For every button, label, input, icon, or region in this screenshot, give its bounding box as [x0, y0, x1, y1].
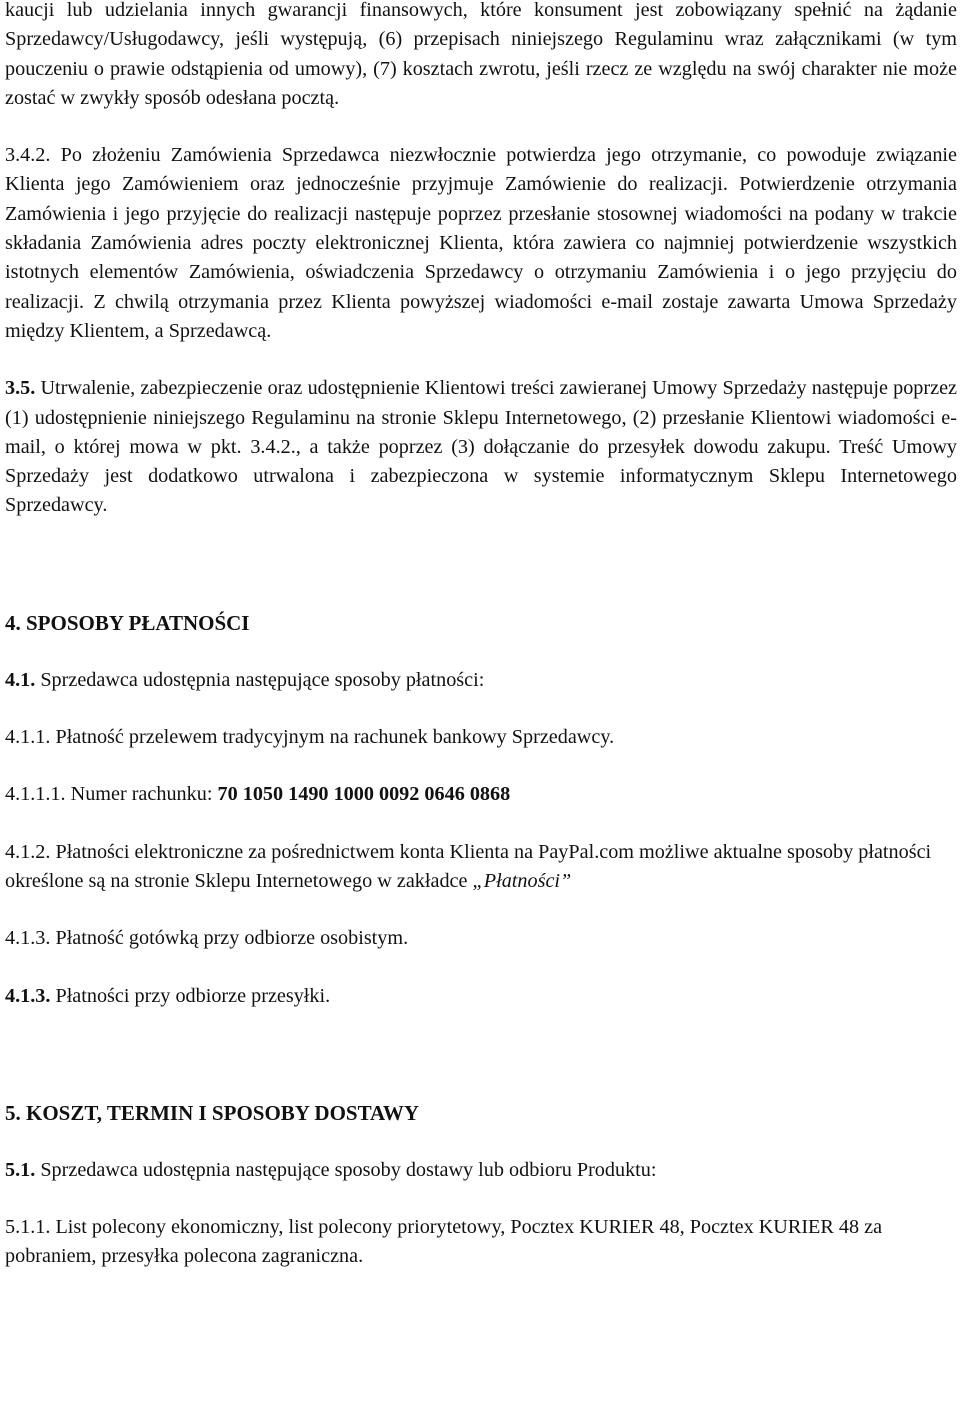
paragraph-4-1 — [5, 666, 957, 695]
paragraph-4-1-3-personal: 4.1.3. Płatność gotówką przy odbiorze osobistym. — [5, 927, 409, 950]
paragraph-number: 3.4.2. — [5, 144, 51, 167]
paragraph-5-1 — [5, 1156, 957, 1185]
paragraph-text: Po złożeniu Zamówienia Sprzedawca niezwłocznie potwierdza jego otrzymanie, co powoduje związanie Klienta jego Zamówieniem oraz jednocześnie przyjmuje Zamówienie do realizacji. Potwierdzenie otrzymania Zamówienia i jego przyjęcie do realizacji następuje poprzez przesłanie stosownej wiadomości na podany w trakcie składania Zamówienia adres poczty elektronicznej Klienta, która zawiera co najmniej potwierdzenie wszystkich istotnych elementów Zamówienia, oświadczenia Sprzedawcy o otrzymaniu Zamówienia i o jego przyjęciu do realizacji. Z chwilą otrzymania przez Klienta powyższej wiadomości e-mail zostaje zawarta Umowa Sprzedaży między Klientem, a Sprzedawcą. — [5, 144, 957, 342]
paragraph-number: 4.1. — [5, 668, 36, 691]
paragraph-text: 4.1.1.1. Numer rachunku: — [5, 783, 218, 806]
paragraph-4-1-2 — [5, 838, 957, 897]
paragraph-number: 4.1.3. — [5, 984, 51, 1007]
paragraph-4-1-1-1 — [5, 780, 957, 809]
paragraph-text: Utrwalenie, zabezpieczenie oraz udostępnienie Klientowi treści zawieranej Umowy Sprzedaży następuje poprzez (1) udostępnienie niniejszego Regulaminu na stronie Sklepu Internetowego, (2) przesłanie Klientowi wiadomości e-mail, o której mowa w pkt. 3.4.2., a także poprzez (3) dołączanie do przesyłek dowodu zakupu. Treść Umowy Sprzedaży jest dodatkowo utrwalona i zabezpieczona w systemie informatycznym Sklepu Internetowego Sprzedawcy. — [5, 377, 957, 517]
paragraph-3-4-1-continued: kaucji lub udzielania innych gwarancji finansowych, które konsument jest zobowiązany spełnić na żądanie Sprzedawcy/Usługodawcy, jeśli występują, (6) przepisach niniejszego Regulaminu wraz załącznikami (w tym pouczeniu o prawie odstąpienia od umowy), (7) kosztach zwrotu, jeśli rzecz ze względu na swój charakter nie może zostać w zwykły sposób odesłana pocztą. — [5, 0, 957, 109]
paragraph-text: 4.1.2. Płatności elektroniczne za pośrednictwem konta Klienta na PayPal.com możliwe aktualne sposoby płatności określone są na stronie Sklepu Internetowego w zakładce — [5, 840, 932, 892]
paragraph-3-4-2 — [5, 141, 957, 346]
bank-account-number: 70 1050 1490 1000 0092 0646 0868 — [217, 783, 511, 806]
paragraph-text: Sprzedawca udostępnia następujące sposoby płatności: — [35, 668, 485, 691]
paragraph-number: 5.1. — [5, 1158, 36, 1181]
paragraph-3-5 — [5, 374, 957, 520]
document-page — [5, 0, 957, 1272]
section-heading-5: 5. KOSZT, TERMIN I SPOSOBY DOSTAWY — [5, 1100, 420, 1125]
payments-tab-reference: „Płatności” — [472, 869, 572, 892]
paragraph-text: Płatności przy odbiorze przesyłki. — [50, 984, 331, 1007]
paragraph-number: 3.5. — [5, 377, 36, 400]
paragraph-text: Sprzedawca udostępnia następujące sposoby dostawy lub odbioru Produktu: — [35, 1158, 657, 1181]
paragraph-5-1-1: 5.1.1. List polecony ekonomiczny, list polecony priorytetowy, Pocztex KURIER 48, Pocztex KURIER 48 za pobraniem, przesyłka polecona zagraniczna. — [5, 1216, 883, 1268]
section-heading-4: 4. SPOSOBY PŁATNOŚCI — [5, 610, 250, 635]
paragraph-4-1-3-delivery — [5, 982, 957, 1011]
paragraph-4-1-1: 4.1.1. Płatność przelewem tradycyjnym na rachunek bankowy Sprzedawcy. — [5, 726, 615, 749]
